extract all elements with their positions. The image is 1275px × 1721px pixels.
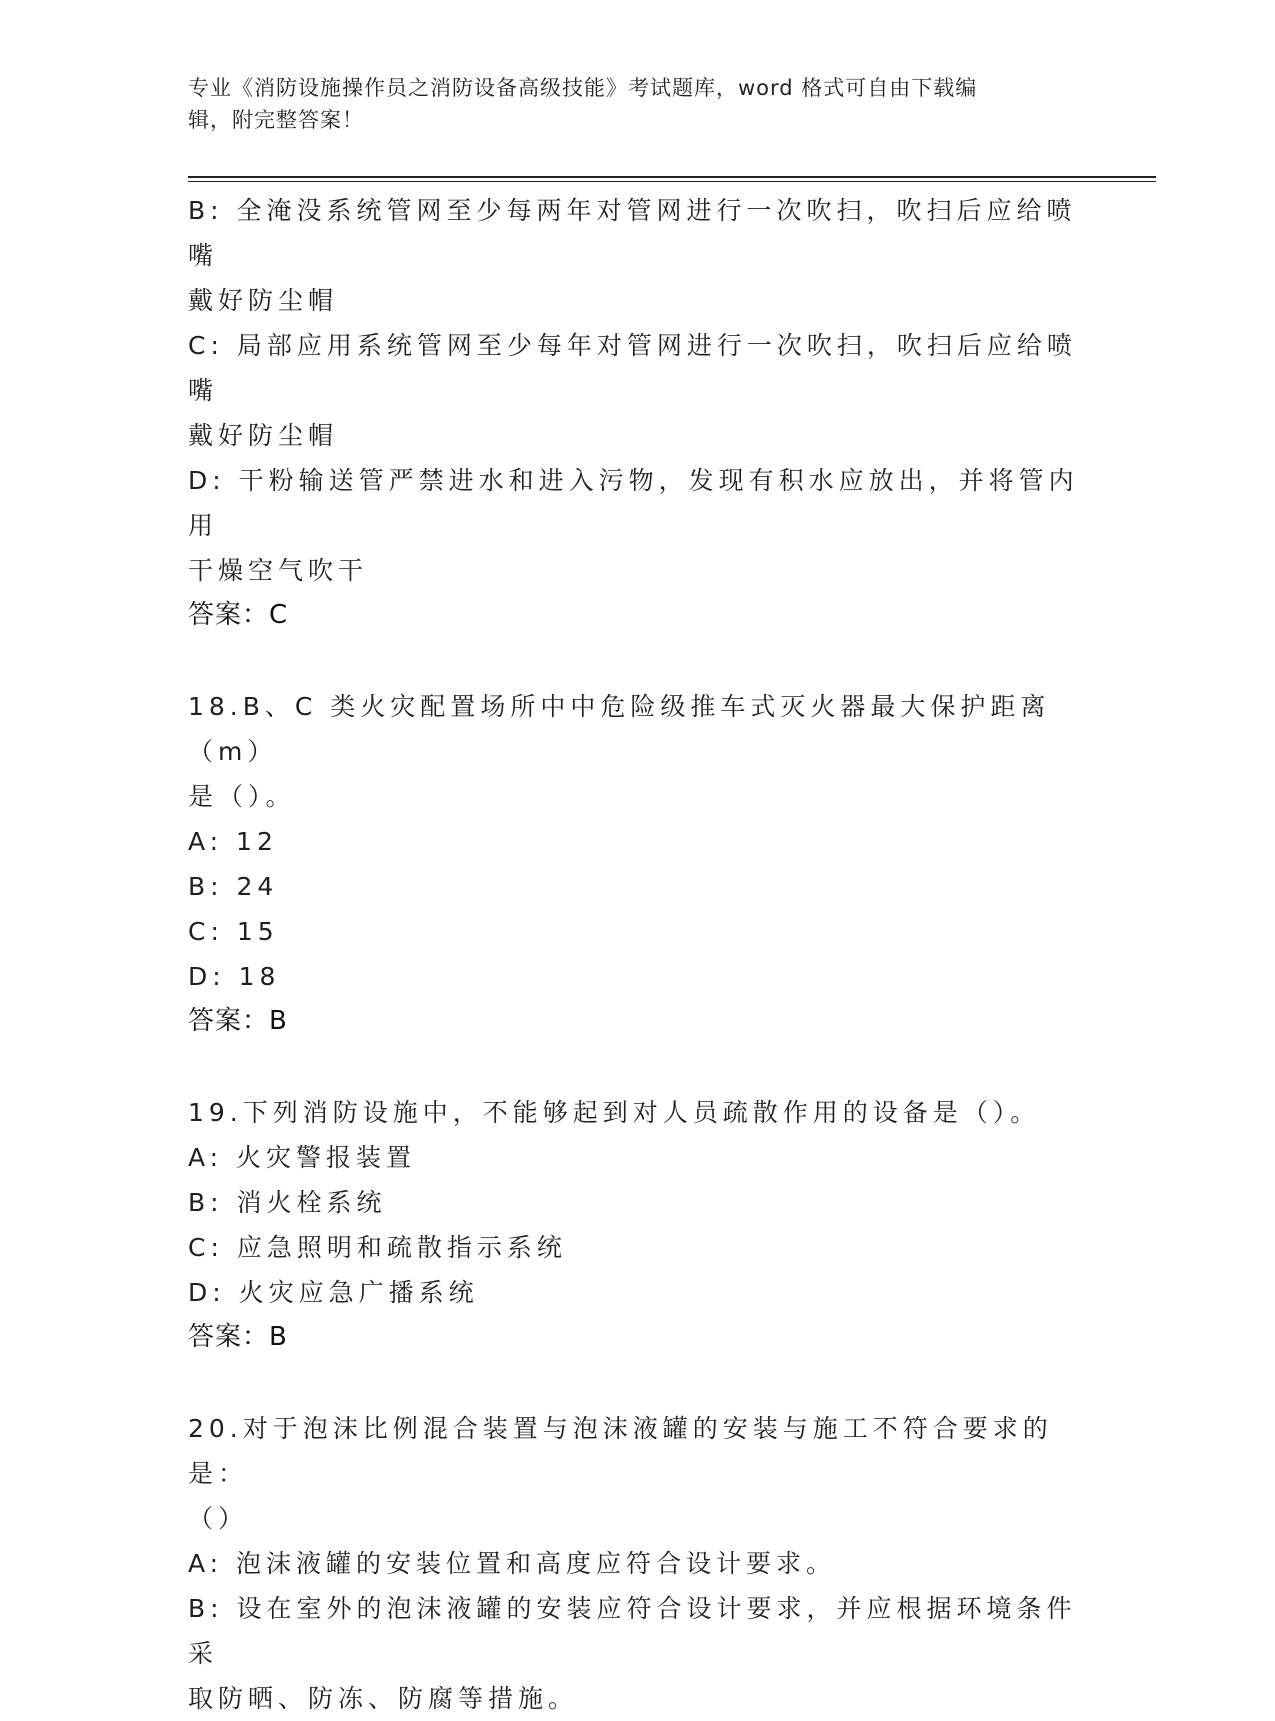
question-19-option-d: D: 火灾应急广播系统 <box>188 1278 479 1307</box>
question-19-option-c: C: 应急照明和疏散指示系统 <box>188 1233 567 1262</box>
question-20-stem-line-1: 20.对于泡沫比例混合装置与泡沫液罐的安装与施工不符合要求的是： <box>188 1414 1053 1488</box>
option-c-line-2: 戴好防尘帽 <box>188 421 339 450</box>
question-20-option-a: A: 泡沫液罐的安装位置和高度应符合设计要求。 <box>188 1549 837 1578</box>
question-18-stem-line-1: 18.B、C 类火灾配置场所中中危险级推车式灭火器最大保护距离（m） <box>188 692 1051 766</box>
document-body <box>188 188 1088 1721</box>
header-rule-thick <box>188 176 1156 178</box>
option-c-line-1: C: 局部应用系统管网至少每年对管网进行一次吹扫，吹扫后应给喷嘴 <box>188 331 1077 405</box>
question-18-option-a: A: 12 <box>188 827 278 856</box>
question-18-stem-line-2: 是（）。 <box>188 782 296 811</box>
spacer <box>188 638 1088 684</box>
question-17-tail <box>188 188 1088 638</box>
spacer <box>188 1360 1088 1406</box>
question-19-option-a: A: 火灾警报装置 <box>188 1143 417 1172</box>
option-b-line-2: 戴好防尘帽 <box>188 286 339 315</box>
question-19-stem: 19.下列消防设施中，不能够起到对人员疏散作用的设备是（）。 <box>188 1098 1041 1127</box>
question-18-option-d: D: 18 <box>188 962 281 991</box>
header-line-1: 专业《消防设施操作员之消防设备高级技能》考试题库，word 格式可自由下载编 <box>188 76 978 100</box>
answer-19: 答案：B <box>188 1322 288 1352</box>
question-18-option-c: C: 15 <box>188 917 279 946</box>
question-20-option-b-line-2: 取防晒、防冻、防腐等措施。 <box>188 1684 579 1713</box>
question-20-stem-line-2: （） <box>188 1504 249 1533</box>
header-line-2: 辑，附完整答案！ <box>188 108 364 132</box>
answer-18: 答案：B <box>188 1006 288 1036</box>
option-d-line-1: D: 干粉输送管严禁进水和进入污物，发现有积水应放出，并将管内用 <box>188 466 1079 540</box>
option-b-line-1: B: 全淹没系统管网至少每两年对管网进行一次吹扫，吹扫后应给喷嘴 <box>188 196 1077 270</box>
spacer <box>188 1044 1088 1090</box>
option-d-line-2: 干燥空气吹干 <box>188 556 369 585</box>
question-18-option-b: B: 24 <box>188 872 279 901</box>
header-rule-thin <box>188 181 1156 182</box>
question-20 <box>188 1406 1088 1721</box>
question-20-option-b-line-1: B: 设在室外的泡沫液罐的安装应符合设计要求，并应根据环境条件采 <box>188 1594 1077 1668</box>
document-header <box>188 72 1068 136</box>
question-19 <box>188 1090 1088 1360</box>
question-18 <box>188 684 1088 1044</box>
question-19-option-b: B: 消火栓系统 <box>188 1188 387 1217</box>
answer-17: 答案：C <box>188 600 289 630</box>
